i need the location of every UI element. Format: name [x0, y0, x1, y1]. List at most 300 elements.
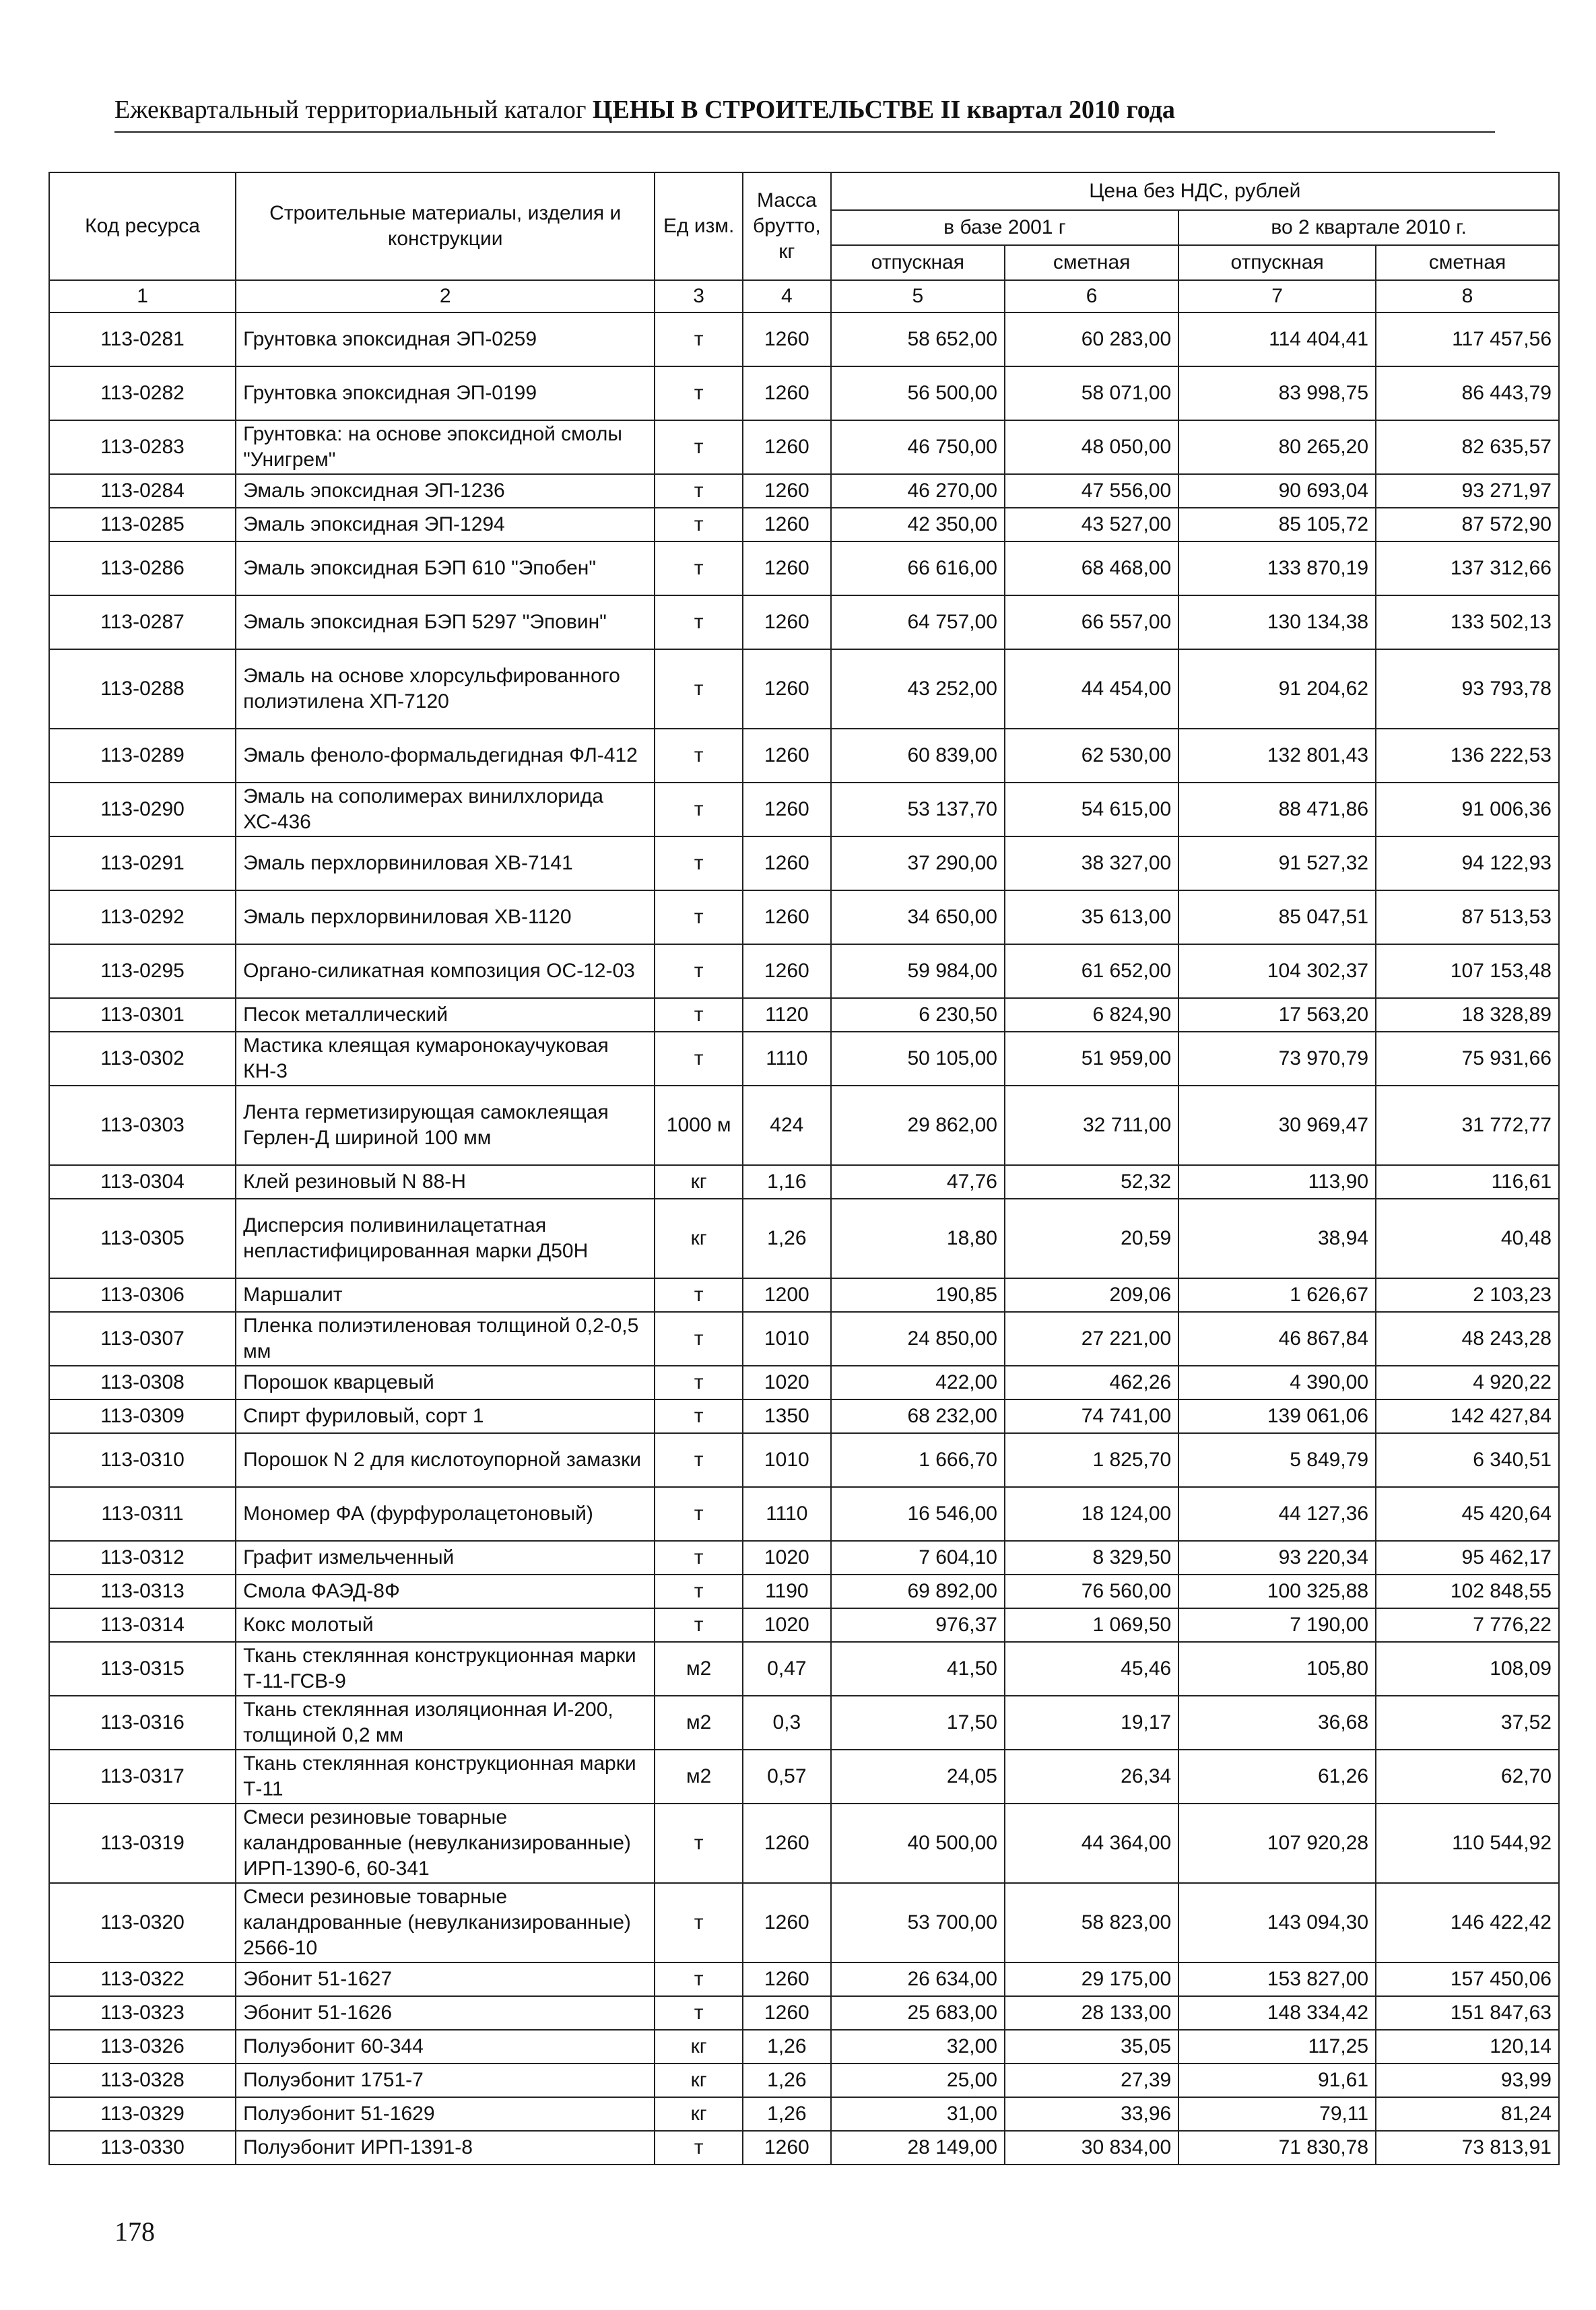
- cell-mass: 1260: [743, 729, 831, 783]
- table-row: [49, 998, 1559, 1032]
- cell-name: Эмаль эпоксидная ЭП-1294: [236, 508, 655, 541]
- cell-unit: т: [655, 366, 743, 420]
- cell-code: 113-0303: [49, 1086, 236, 1165]
- cell-name: Мастика клеящая кумаронокаучуковая КН-3: [236, 1032, 655, 1086]
- cell-price-2010-release: 153 827,00: [1178, 1962, 1376, 1996]
- column-number: 6: [1005, 280, 1178, 312]
- cell-price-2010-estimate: 94 122,93: [1376, 836, 1559, 890]
- cell-price-2010-release: 114 404,41: [1178, 312, 1376, 366]
- cell-mass: 1260: [743, 541, 831, 595]
- cell-price-2010-estimate: 4 920,22: [1376, 1366, 1559, 1399]
- cell-price-2001-estimate: 18 124,00: [1005, 1487, 1178, 1541]
- cell-name: Грунтовка эпоксидная ЭП-0199: [236, 366, 655, 420]
- table-row: [49, 729, 1559, 783]
- cell-name: Эбонит 51-1627: [236, 1962, 655, 1996]
- table-row: [49, 1804, 1559, 1883]
- cell-unit: кг: [655, 1165, 743, 1199]
- cell-price-2001-estimate: 1 069,50: [1005, 1608, 1178, 1642]
- cell-price-2010-estimate: 87 572,90: [1376, 508, 1559, 541]
- cell-mass: 1260: [743, 474, 831, 508]
- cell-price-2010-release: 85 047,51: [1178, 890, 1376, 944]
- cell-price-2001-release: 31,00: [831, 2097, 1005, 2131]
- cell-name: Эмаль перхлорвиниловая ХВ-7141: [236, 836, 655, 890]
- header-estimate-2010: сметная: [1376, 245, 1559, 280]
- cell-code: 113-0315: [49, 1642, 236, 1696]
- cell-price-2001-estimate: 26,34: [1005, 1750, 1178, 1804]
- cell-name: Графит измельченный: [236, 1541, 655, 1575]
- cell-price-2010-release: 91,61: [1178, 2064, 1376, 2097]
- cell-price-2001-estimate: 35,05: [1005, 2030, 1178, 2064]
- table-row: [49, 508, 1559, 541]
- cell-mass: 1260: [743, 783, 831, 836]
- cell-code: 113-0285: [49, 508, 236, 541]
- cell-price-2010-estimate: 73 813,91: [1376, 2131, 1559, 2165]
- cell-price-2010-estimate: 95 462,17: [1376, 1541, 1559, 1575]
- cell-code: 113-0286: [49, 541, 236, 595]
- table-row: [49, 1487, 1559, 1541]
- cell-name: Грунтовка: на основе эпоксидной смолы "Унигрем": [236, 420, 655, 474]
- cell-price-2001-estimate: 45,46: [1005, 1642, 1178, 1696]
- cell-price-2010-release: 107 920,28: [1178, 1804, 1376, 1883]
- cell-price-2010-estimate: 31 772,77: [1376, 1086, 1559, 1165]
- cell-price-2010-estimate: 137 312,66: [1376, 541, 1559, 595]
- cell-code: 113-0330: [49, 2131, 236, 2165]
- cell-mass: 1260: [743, 595, 831, 649]
- cell-price-2001-release: 422,00: [831, 1366, 1005, 1399]
- cell-price-2001-release: 7 604,10: [831, 1541, 1005, 1575]
- cell-mass: 0,57: [743, 1750, 831, 1804]
- cell-price-2010-release: 1 626,67: [1178, 1278, 1376, 1312]
- cell-price-2001-release: 40 500,00: [831, 1804, 1005, 1883]
- cell-mass: 1260: [743, 420, 831, 474]
- cell-price-2001-estimate: 60 283,00: [1005, 312, 1178, 366]
- table-row: [49, 1366, 1559, 1399]
- cell-price-2010-estimate: 93,99: [1376, 2064, 1559, 2097]
- cell-price-2001-estimate: 58 071,00: [1005, 366, 1178, 420]
- cell-unit: кг: [655, 2064, 743, 2097]
- cell-price-2010-estimate: 82 635,57: [1376, 420, 1559, 474]
- cell-code: 113-0290: [49, 783, 236, 836]
- cell-price-2001-estimate: 74 741,00: [1005, 1399, 1178, 1433]
- table-row: [49, 649, 1559, 729]
- cell-price-2001-release: 24,05: [831, 1750, 1005, 1804]
- cell-unit: т: [655, 1962, 743, 1996]
- cell-price-2001-release: 43 252,00: [831, 649, 1005, 729]
- cell-price-2010-release: 113,90: [1178, 1165, 1376, 1199]
- header-release-2010: отпускная: [1178, 245, 1376, 280]
- cell-price-2001-release: 50 105,00: [831, 1032, 1005, 1086]
- cell-mass: 1260: [743, 1804, 831, 1883]
- cell-unit: м2: [655, 1696, 743, 1750]
- table-row: [49, 1165, 1559, 1199]
- cell-unit: 1000 м: [655, 1086, 743, 1165]
- cell-price-2010-estimate: 7 776,22: [1376, 1608, 1559, 1642]
- cell-name: Спирт фуриловый, сорт 1: [236, 1399, 655, 1433]
- cell-name: Клей резиновый N 88-Н: [236, 1165, 655, 1199]
- table-row: [49, 1399, 1559, 1433]
- cell-price-2010-estimate: 6 340,51: [1376, 1433, 1559, 1487]
- cell-price-2010-release: 105,80: [1178, 1642, 1376, 1696]
- cell-price-2001-release: 64 757,00: [831, 595, 1005, 649]
- header-emphasis: ЦЕНЫ В СТРОИТЕЛЬСТВЕ II квартал 2010 года: [592, 96, 1175, 124]
- cell-price-2001-release: 56 500,00: [831, 366, 1005, 420]
- cell-price-2010-release: 91 527,32: [1178, 836, 1376, 890]
- cell-mass: 1,26: [743, 2097, 831, 2131]
- column-number: 1: [49, 280, 236, 312]
- cell-price-2001-release: 69 892,00: [831, 1575, 1005, 1608]
- table-row: [49, 944, 1559, 998]
- table-row: [49, 1199, 1559, 1278]
- cell-name: Дисперсия поливинилацетатная непластифицированная марки Д50Н: [236, 1199, 655, 1278]
- cell-unit: м2: [655, 1750, 743, 1804]
- table-row: [49, 1575, 1559, 1608]
- cell-price-2010-release: 38,94: [1178, 1199, 1376, 1278]
- cell-mass: 1260: [743, 1996, 831, 2030]
- cell-price-2010-estimate: 110 544,92: [1376, 1804, 1559, 1883]
- cell-mass: 424: [743, 1086, 831, 1165]
- cell-price-2001-release: 24 850,00: [831, 1312, 1005, 1366]
- header-release-2001: отпускная: [831, 245, 1005, 280]
- cell-price-2010-estimate: 62,70: [1376, 1750, 1559, 1804]
- cell-mass: 1190: [743, 1575, 831, 1608]
- cell-price-2010-estimate: 75 931,66: [1376, 1032, 1559, 1086]
- table-row: [49, 836, 1559, 890]
- cell-price-2010-estimate: 116,61: [1376, 1165, 1559, 1199]
- cell-name: Порошок кварцевый: [236, 1366, 655, 1399]
- cell-price-2001-estimate: 1 825,70: [1005, 1433, 1178, 1487]
- cell-unit: т: [655, 1541, 743, 1575]
- cell-price-2010-estimate: 107 153,48: [1376, 944, 1559, 998]
- cell-unit: т: [655, 595, 743, 649]
- cell-unit: т: [655, 1575, 743, 1608]
- cell-price-2001-release: 68 232,00: [831, 1399, 1005, 1433]
- cell-mass: 1260: [743, 1962, 831, 1996]
- cell-price-2001-estimate: 462,26: [1005, 1366, 1178, 1399]
- cell-name: Пленка полиэтиленовая толщиной 0,2-0,5 мм: [236, 1312, 655, 1366]
- cell-price-2001-estimate: 58 823,00: [1005, 1883, 1178, 1962]
- cell-code: 113-0304: [49, 1165, 236, 1199]
- cell-price-2010-estimate: 117 457,56: [1376, 312, 1559, 366]
- cell-price-2001-release: 32,00: [831, 2030, 1005, 2064]
- cell-price-2001-release: 60 839,00: [831, 729, 1005, 783]
- cell-code: 113-0308: [49, 1366, 236, 1399]
- cell-price-2010-release: 71 830,78: [1178, 2131, 1376, 2165]
- cell-mass: 1,26: [743, 2030, 831, 2064]
- cell-name: Эмаль на основе хлорсульфированного полиэтилена ХП-7120: [236, 649, 655, 729]
- header-unit: Ед изм.: [655, 172, 743, 280]
- cell-name: Эмаль эпоксидная БЭП 610 "Эпобен": [236, 541, 655, 595]
- cell-mass: 1,16: [743, 1165, 831, 1199]
- cell-price-2010-release: 93 220,34: [1178, 1541, 1376, 1575]
- cell-code: 113-0319: [49, 1804, 236, 1883]
- cell-code: 113-0328: [49, 2064, 236, 2097]
- cell-price-2010-estimate: 40,48: [1376, 1199, 1559, 1278]
- cell-mass: 1200: [743, 1278, 831, 1312]
- cell-mass: 1260: [743, 890, 831, 944]
- cell-price-2001-estimate: 27 221,00: [1005, 1312, 1178, 1366]
- cell-name: Смеси резиновые товарные каландрованные (невулканизированные) ИРП-1390-6, 60-341: [236, 1804, 655, 1883]
- cell-price-2010-estimate: 18 328,89: [1376, 998, 1559, 1032]
- cell-price-2010-release: 132 801,43: [1178, 729, 1376, 783]
- cell-price-2010-release: 44 127,36: [1178, 1487, 1376, 1541]
- cell-price-2010-release: 91 204,62: [1178, 649, 1376, 729]
- table-row: [49, 366, 1559, 420]
- cell-price-2001-release: 46 750,00: [831, 420, 1005, 474]
- cell-price-2001-release: 1 666,70: [831, 1433, 1005, 1487]
- cell-price-2010-estimate: 133 502,13: [1376, 595, 1559, 649]
- cell-price-2010-estimate: 93 271,97: [1376, 474, 1559, 508]
- cell-code: 113-0307: [49, 1312, 236, 1366]
- cell-unit: т: [655, 1433, 743, 1487]
- cell-code: 113-0301: [49, 998, 236, 1032]
- cell-price-2001-estimate: 29 175,00: [1005, 1962, 1178, 1996]
- cell-name: Лента герметизирующая самоклеящая Герлен-Д шириной 100 мм: [236, 1086, 655, 1165]
- cell-price-2010-release: 139 061,06: [1178, 1399, 1376, 1433]
- table-row: [49, 312, 1559, 366]
- table-row: [49, 595, 1559, 649]
- table-row: [49, 2131, 1559, 2165]
- cell-price-2001-release: 976,37: [831, 1608, 1005, 1642]
- cell-code: 113-0284: [49, 474, 236, 508]
- cell-code: 113-0316: [49, 1696, 236, 1750]
- cell-mass: 1260: [743, 366, 831, 420]
- cell-mass: 1010: [743, 1433, 831, 1487]
- table-row: [49, 1032, 1559, 1086]
- cell-unit: т: [655, 2131, 743, 2165]
- cell-price-2001-estimate: 19,17: [1005, 1696, 1178, 1750]
- cell-price-2010-estimate: 93 793,78: [1376, 649, 1559, 729]
- cell-unit: кг: [655, 1199, 743, 1278]
- cell-mass: 1260: [743, 836, 831, 890]
- cell-unit: т: [655, 998, 743, 1032]
- cell-code: 113-0302: [49, 1032, 236, 1086]
- cell-unit: т: [655, 1032, 743, 1086]
- cell-mass: 0,3: [743, 1696, 831, 1750]
- table-row: [49, 1962, 1559, 1996]
- cell-price-2001-estimate: 32 711,00: [1005, 1086, 1178, 1165]
- cell-price-2001-release: 18,80: [831, 1199, 1005, 1278]
- cell-name: Ткань стеклянная конструкционная марки Т-11-ГСВ-9: [236, 1642, 655, 1696]
- cell-price-2010-release: 79,11: [1178, 2097, 1376, 2131]
- cell-price-2001-release: 190,85: [831, 1278, 1005, 1312]
- cell-code: 113-0291: [49, 836, 236, 890]
- cell-price-2001-estimate: 48 050,00: [1005, 420, 1178, 474]
- table-row: [49, 1433, 1559, 1487]
- cell-name: Ткань стеклянная изоляционная И-200, толщиной 0,2 мм: [236, 1696, 655, 1750]
- cell-code: 113-0287: [49, 595, 236, 649]
- cell-price-2010-release: 30 969,47: [1178, 1086, 1376, 1165]
- cell-code: 113-0295: [49, 944, 236, 998]
- cell-code: 113-0283: [49, 420, 236, 474]
- cell-unit: т: [655, 508, 743, 541]
- cell-name: Эмаль феноло-формальдегидная ФЛ-412: [236, 729, 655, 783]
- table-row: [49, 1996, 1559, 2030]
- cell-price-2010-release: 104 302,37: [1178, 944, 1376, 998]
- cell-price-2010-estimate: 102 848,55: [1376, 1575, 1559, 1608]
- cell-price-2001-release: 66 616,00: [831, 541, 1005, 595]
- cell-price-2010-release: 7 190,00: [1178, 1608, 1376, 1642]
- cell-price-2010-estimate: 37,52: [1376, 1696, 1559, 1750]
- cell-price-2010-estimate: 81,24: [1376, 2097, 1559, 2131]
- cell-code: 113-0292: [49, 890, 236, 944]
- cell-price-2001-estimate: 44 364,00: [1005, 1804, 1178, 1883]
- cell-unit: т: [655, 420, 743, 474]
- cell-unit: т: [655, 1487, 743, 1541]
- cell-price-2001-estimate: 51 959,00: [1005, 1032, 1178, 1086]
- header-name: Строительные материалы, изделия и конструкции: [236, 172, 655, 280]
- cell-name: Полуэбонит ИРП-1391-8: [236, 2131, 655, 2165]
- cell-mass: 1110: [743, 1487, 831, 1541]
- cell-price-2010-estimate: 151 847,63: [1376, 1996, 1559, 2030]
- cell-name: Полуэбонит 60-344: [236, 2030, 655, 2064]
- cell-price-2001-estimate: 52,32: [1005, 1165, 1178, 1199]
- cell-unit: т: [655, 1608, 743, 1642]
- column-number-row: [49, 280, 1559, 312]
- cell-price-2001-estimate: 47 556,00: [1005, 474, 1178, 508]
- cell-price-2010-estimate: 120,14: [1376, 2030, 1559, 2064]
- cell-price-2010-release: 90 693,04: [1178, 474, 1376, 508]
- cell-price-2010-release: 133 870,19: [1178, 541, 1376, 595]
- cell-unit: м2: [655, 1642, 743, 1696]
- page-number: 178: [114, 2216, 155, 2247]
- cell-price-2010-release: 61,26: [1178, 1750, 1376, 1804]
- table-row: [49, 1750, 1559, 1804]
- cell-code: 113-0305: [49, 1199, 236, 1278]
- cell-name: Кокс молотый: [236, 1608, 655, 1642]
- cell-price-2001-estimate: 209,06: [1005, 1278, 1178, 1312]
- cell-price-2001-release: 37 290,00: [831, 836, 1005, 890]
- cell-code: 113-0282: [49, 366, 236, 420]
- cell-price-2001-release: 17,50: [831, 1696, 1005, 1750]
- table-row: [49, 1883, 1559, 1962]
- cell-unit: т: [655, 649, 743, 729]
- cell-code: 113-0289: [49, 729, 236, 783]
- header-prefix: Ежеквартальный территориальный каталог: [114, 96, 587, 124]
- cell-price-2001-release: 29 862,00: [831, 1086, 1005, 1165]
- cell-name: Полуэбонит 51-1629: [236, 2097, 655, 2131]
- cell-price-2001-estimate: 33,96: [1005, 2097, 1178, 2131]
- header-mass: Масса брутто, кг: [743, 172, 831, 280]
- cell-name: Эмаль на сополимерах винилхлорида ХС-436: [236, 783, 655, 836]
- cell-price-2010-release: 88 471,86: [1178, 783, 1376, 836]
- cell-unit: т: [655, 783, 743, 836]
- cell-price-2001-estimate: 68 468,00: [1005, 541, 1178, 595]
- cell-unit: т: [655, 729, 743, 783]
- cell-name: Полуэбонит 1751-7: [236, 2064, 655, 2097]
- cell-code: 113-0288: [49, 649, 236, 729]
- cell-unit: т: [655, 944, 743, 998]
- cell-name: Смола ФАЭД-8Ф: [236, 1575, 655, 1608]
- cell-price-2010-release: 17 563,20: [1178, 998, 1376, 1032]
- header-q2-2010: во 2 квартале 2010 г.: [1178, 210, 1559, 245]
- cell-price-2001-release: 47,76: [831, 1165, 1005, 1199]
- cell-name: Мономер ФА (фурфуролацетоновый): [236, 1487, 655, 1541]
- cell-price-2001-estimate: 6 824,90: [1005, 998, 1178, 1032]
- cell-unit: т: [655, 1278, 743, 1312]
- table-row: [49, 2064, 1559, 2097]
- cell-name: Песок металлический: [236, 998, 655, 1032]
- cell-code: 113-0323: [49, 1996, 236, 2030]
- column-number: 3: [655, 280, 743, 312]
- cell-name: Маршалит: [236, 1278, 655, 1312]
- cell-name: Органо-силикатная композиция ОС-12-03: [236, 944, 655, 998]
- cell-price-2010-release: 73 970,79: [1178, 1032, 1376, 1086]
- table-body: [49, 312, 1559, 2165]
- cell-price-2001-estimate: 38 327,00: [1005, 836, 1178, 890]
- cell-price-2010-release: 83 998,75: [1178, 366, 1376, 420]
- cell-price-2001-release: 58 652,00: [831, 312, 1005, 366]
- cell-price-2010-release: 100 325,88: [1178, 1575, 1376, 1608]
- table-row: [49, 1642, 1559, 1696]
- cell-price-2001-estimate: 8 329,50: [1005, 1541, 1178, 1575]
- cell-price-2001-release: 59 984,00: [831, 944, 1005, 998]
- cell-price-2010-estimate: 136 222,53: [1376, 729, 1559, 783]
- cell-price-2010-estimate: 108,09: [1376, 1642, 1559, 1696]
- cell-unit: т: [655, 312, 743, 366]
- table-row: [49, 1608, 1559, 1642]
- price-table: [48, 172, 1560, 2165]
- cell-price-2001-estimate: 44 454,00: [1005, 649, 1178, 729]
- cell-price-2001-release: 25,00: [831, 2064, 1005, 2097]
- cell-price-2001-estimate: 30 834,00: [1005, 2131, 1178, 2165]
- cell-mass: 1120: [743, 998, 831, 1032]
- header-price-group: Цена без НДС, рублей: [831, 172, 1559, 210]
- cell-price-2010-release: 117,25: [1178, 2030, 1376, 2064]
- cell-price-2010-estimate: 86 443,79: [1376, 366, 1559, 420]
- cell-price-2001-release: 53 137,70: [831, 783, 1005, 836]
- cell-unit: т: [655, 1366, 743, 1399]
- page-header: [114, 91, 1495, 133]
- cell-code: 113-0312: [49, 1541, 236, 1575]
- cell-price-2010-estimate: 142 427,84: [1376, 1399, 1559, 1433]
- cell-code: 113-0309: [49, 1399, 236, 1433]
- table-row: [49, 2097, 1559, 2131]
- cell-price-2010-release: 143 094,30: [1178, 1883, 1376, 1962]
- cell-name: Грунтовка эпоксидная ЭП-0259: [236, 312, 655, 366]
- cell-price-2001-release: 6 230,50: [831, 998, 1005, 1032]
- cell-mass: 1260: [743, 649, 831, 729]
- cell-mass: 1110: [743, 1032, 831, 1086]
- cell-price-2001-release: 53 700,00: [831, 1883, 1005, 1962]
- column-number: 8: [1376, 280, 1559, 312]
- table-row: [49, 420, 1559, 474]
- cell-name: Ткань стеклянная конструкционная марки Т-11: [236, 1750, 655, 1804]
- column-number: 4: [743, 280, 831, 312]
- cell-code: 113-0317: [49, 1750, 236, 1804]
- table-row: [49, 783, 1559, 836]
- cell-code: 113-0310: [49, 1433, 236, 1487]
- cell-price-2010-release: 80 265,20: [1178, 420, 1376, 474]
- cell-price-2010-estimate: 157 450,06: [1376, 1962, 1559, 1996]
- cell-price-2001-estimate: 35 613,00: [1005, 890, 1178, 944]
- table-row: [49, 1278, 1559, 1312]
- cell-mass: 0,47: [743, 1642, 831, 1696]
- cell-unit: т: [655, 1883, 743, 1962]
- cell-price-2001-release: 41,50: [831, 1642, 1005, 1696]
- table-row: [49, 1086, 1559, 1165]
- cell-name: Эмаль эпоксидная ЭП-1236: [236, 474, 655, 508]
- cell-price-2001-estimate: 43 527,00: [1005, 508, 1178, 541]
- cell-price-2001-release: 42 350,00: [831, 508, 1005, 541]
- header-estimate-2001: сметная: [1005, 245, 1178, 280]
- cell-mass: 1260: [743, 1883, 831, 1962]
- cell-price-2010-release: 85 105,72: [1178, 508, 1376, 541]
- table-row: [49, 474, 1559, 508]
- cell-price-2001-estimate: 27,39: [1005, 2064, 1178, 2097]
- table-row: [49, 1541, 1559, 1575]
- cell-unit: т: [655, 1804, 743, 1883]
- cell-price-2010-estimate: 48 243,28: [1376, 1312, 1559, 1366]
